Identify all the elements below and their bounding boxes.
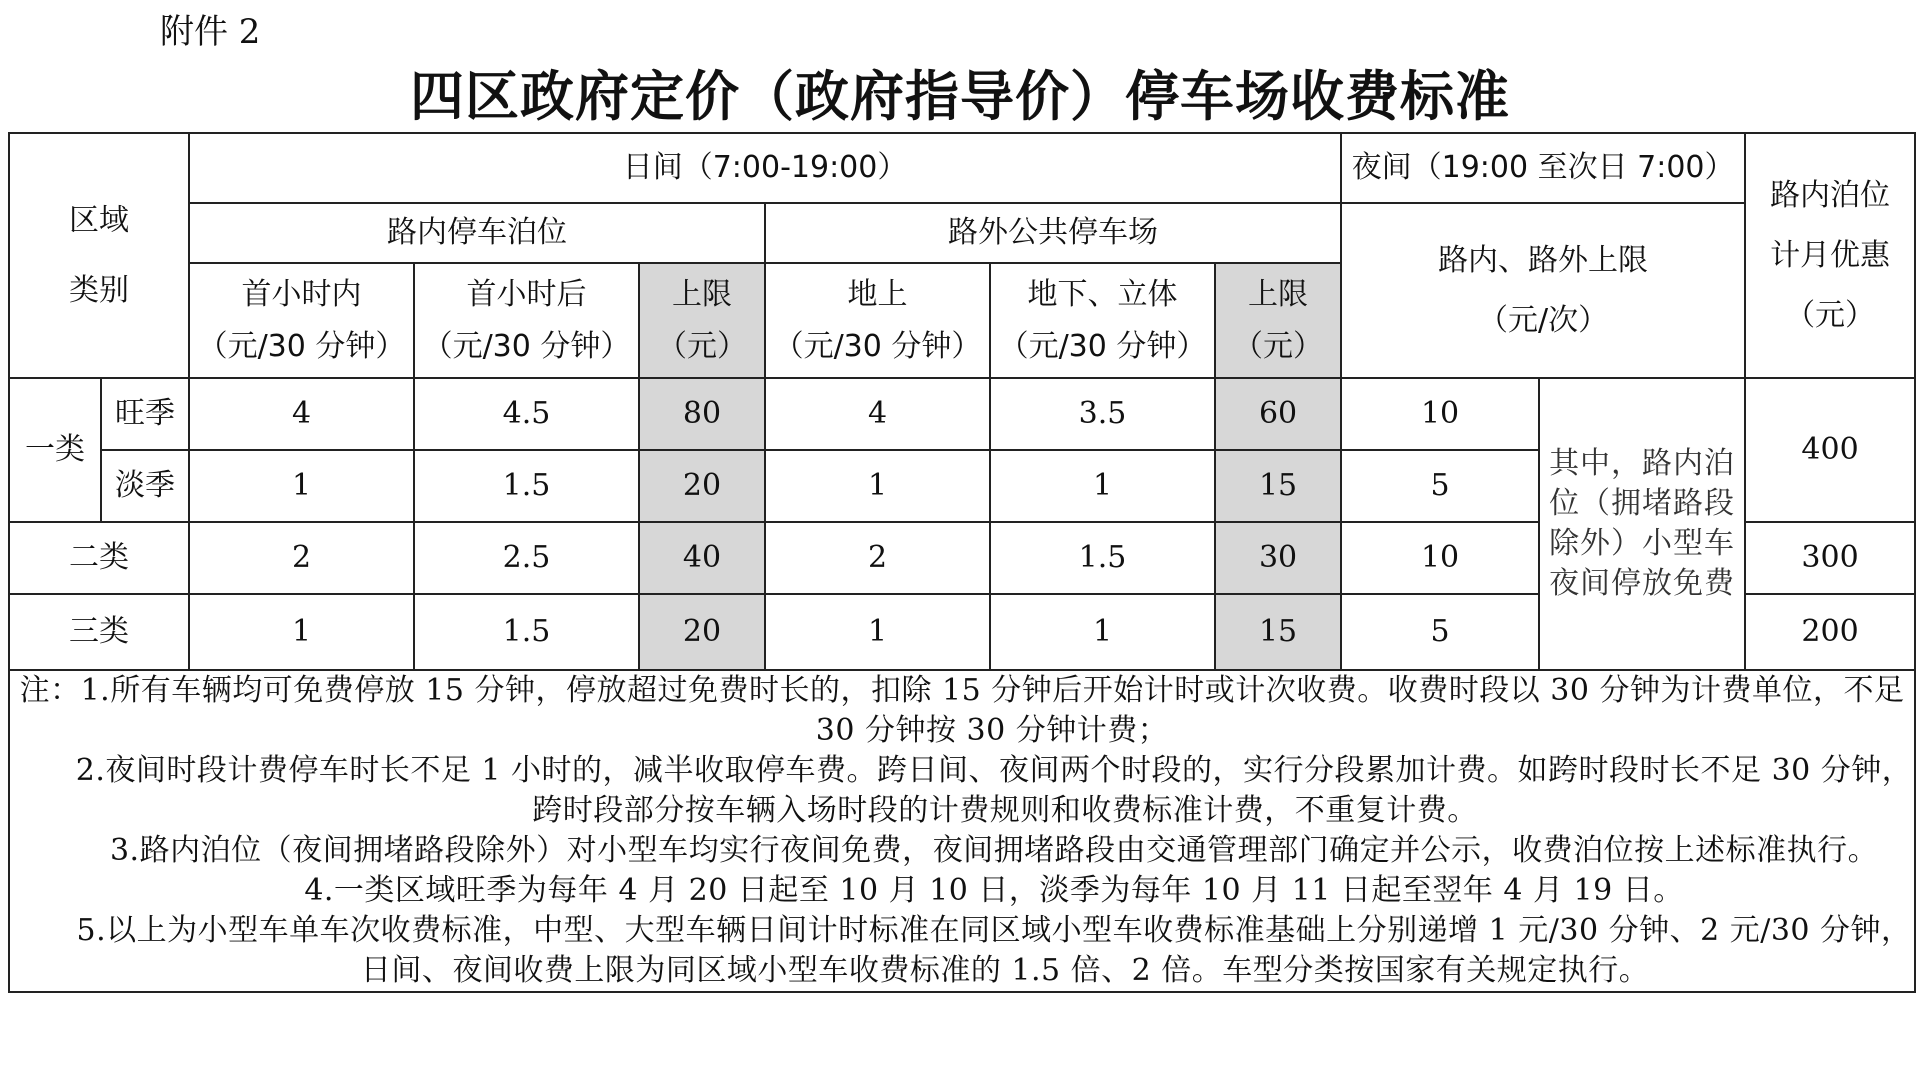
note-1-text: 1.所有车辆均可免费停放 15 分钟，停放超过免费时长的，扣除 15 分钟后开始计时或计次收费。收费时段以 30 分钟为计费单位，不足 30 分钟按 30 分钟计费； [80,673,1905,748]
cell-value: 20 [639,594,765,670]
fee-table [8,132,1916,993]
area-category-header [9,133,189,378]
cell-value: 1 [189,594,414,670]
notes-row [9,670,1915,992]
cell-value: 4.5 [414,378,639,450]
cell-value: 1 [189,450,414,522]
cell-value: 2.5 [414,522,639,594]
monthly-header-line1: 路内泊位 [1770,177,1891,213]
cell-value: 60 [1215,378,1341,450]
col-after-first-label: 首小时后 [466,276,587,312]
cell-value: 15 [1215,450,1341,522]
attachment-label: 附件 2 [160,12,261,52]
day-period-header: 日间（7:00-19:00） [189,133,1341,203]
col-onstreet-cap [639,263,765,378]
monthly-header-line2: 计月优惠 [1770,237,1891,273]
cell-value: 4 [765,378,990,450]
document-title: 四区政府定价（政府指导价）停车场收费标准 [410,65,1510,128]
monthly-header-line3: （元） [1785,297,1876,333]
row-label-peak: 旺季 [101,378,189,450]
cell-value: 1.5 [990,522,1215,594]
night-cap-line1: 路内、路外上限 [1438,242,1649,278]
col-offstreet-cap [1215,263,1341,378]
cell-value: 1 [990,594,1215,670]
note-2: 2.夜间时段计费停车时长不足 1 小时的，减半收取停车费。跨日间、夜间两个时段的，实行分段累加计费。如跨时段时长不足 30 分钟，跨时段部分按车辆入场时段的计费规则和收费标准计费，不重复计费。 [75,753,1913,828]
row-label-off-peak: 淡季 [101,450,189,522]
night-period-header: 夜间（19:00 至次日 7:00） [1341,133,1745,203]
col-after-first-unit: （元/30 分钟） [422,328,631,364]
cell-value: 2 [189,522,414,594]
night-free-note: 其中，路内泊位（拥堵路段除外）小型车夜间停放免费 [1539,378,1745,670]
cell-value: 30 [1215,522,1341,594]
cell-value: 4 [189,378,414,450]
col-first-hour [189,263,414,378]
col-ground [765,263,990,378]
note-4: 4.一类区域旺季为每年 4 月 20 日起至 10 月 10 日，淡季为每年 10 月 11 日起至翌年 4 月 19 日。 [304,873,1684,908]
night-cap-header [1341,203,1745,378]
cell-value: 1 [765,594,990,670]
cell-value: 80 [639,378,765,450]
monthly-value-category-3: 200 [1745,594,1915,670]
onstreet-header: 路内停车泊位 [189,203,765,263]
row-label-category-1: 一类 [9,378,101,522]
col-offstreet-cap-unit: （元） [1233,328,1324,364]
cell-value: 1 [765,450,990,522]
notes-block [9,670,1915,992]
col-ground-label: 地上 [847,276,908,312]
offstreet-header: 路外公共停车场 [765,203,1341,263]
cell-value: 20 [639,450,765,522]
col-first-hour-label: 首小时内 [241,276,362,312]
col-onstreet-cap-unit: （元） [657,328,747,364]
note-3: 3.路内泊位（夜间拥堵路段除外）对小型车均实行夜间免费，夜间拥堵路段由交通管理部门确定并公示，收费泊位按上述标准执行。 [109,833,1879,868]
monthly-value-category-2: 300 [1745,522,1915,594]
cell-value: 10 [1341,522,1539,594]
col-onstreet-cap-label: 上限 [672,276,732,312]
monthly-discount-header [1745,133,1915,378]
col-underground [990,263,1215,378]
cell-value: 5 [1341,450,1539,522]
cell-value: 3.5 [990,378,1215,450]
cell-value: 10 [1341,378,1539,450]
monthly-value-category-1: 400 [1745,378,1915,522]
cell-value: 40 [639,522,765,594]
col-offstreet-cap-label: 上限 [1248,276,1309,312]
note-5: 5.以上为小型车单车次收费标准，中型、大型车辆日间计时标准在同区域小型车收费标准基础上分别递增 1 元/30 分钟、2 元/30 分钟，日间、夜间收费上限为同区域小型车收费标准的 1.5 倍、2 倍。车型分类按国家有关规定执行。 [76,913,1912,988]
night-cap-line2: （元/次） [1478,302,1609,338]
col-after-first-hour [414,263,639,378]
cell-value: 5 [1341,594,1539,670]
row-label-category-2: 二类 [9,522,189,594]
area-category-line2: 类别 [69,272,129,308]
area-category-line1: 区域 [69,202,129,238]
row-label-category-3: 三类 [9,594,189,670]
table-row [9,378,1915,450]
col-ground-unit: （元/30 分钟） [773,328,982,364]
notes-prefix: 注： [19,673,81,708]
col-underground-label: 地下、立体 [1027,276,1178,312]
col-first-hour-unit: （元/30 分钟） [197,328,406,364]
note-1 [10,671,1914,751]
cell-value: 2 [765,522,990,594]
cell-value: 1 [990,450,1215,522]
cell-value: 15 [1215,594,1341,670]
cell-value: 1.5 [414,594,639,670]
cell-value: 1.5 [414,450,639,522]
col-underground-unit: （元/30 分钟） [998,328,1207,364]
